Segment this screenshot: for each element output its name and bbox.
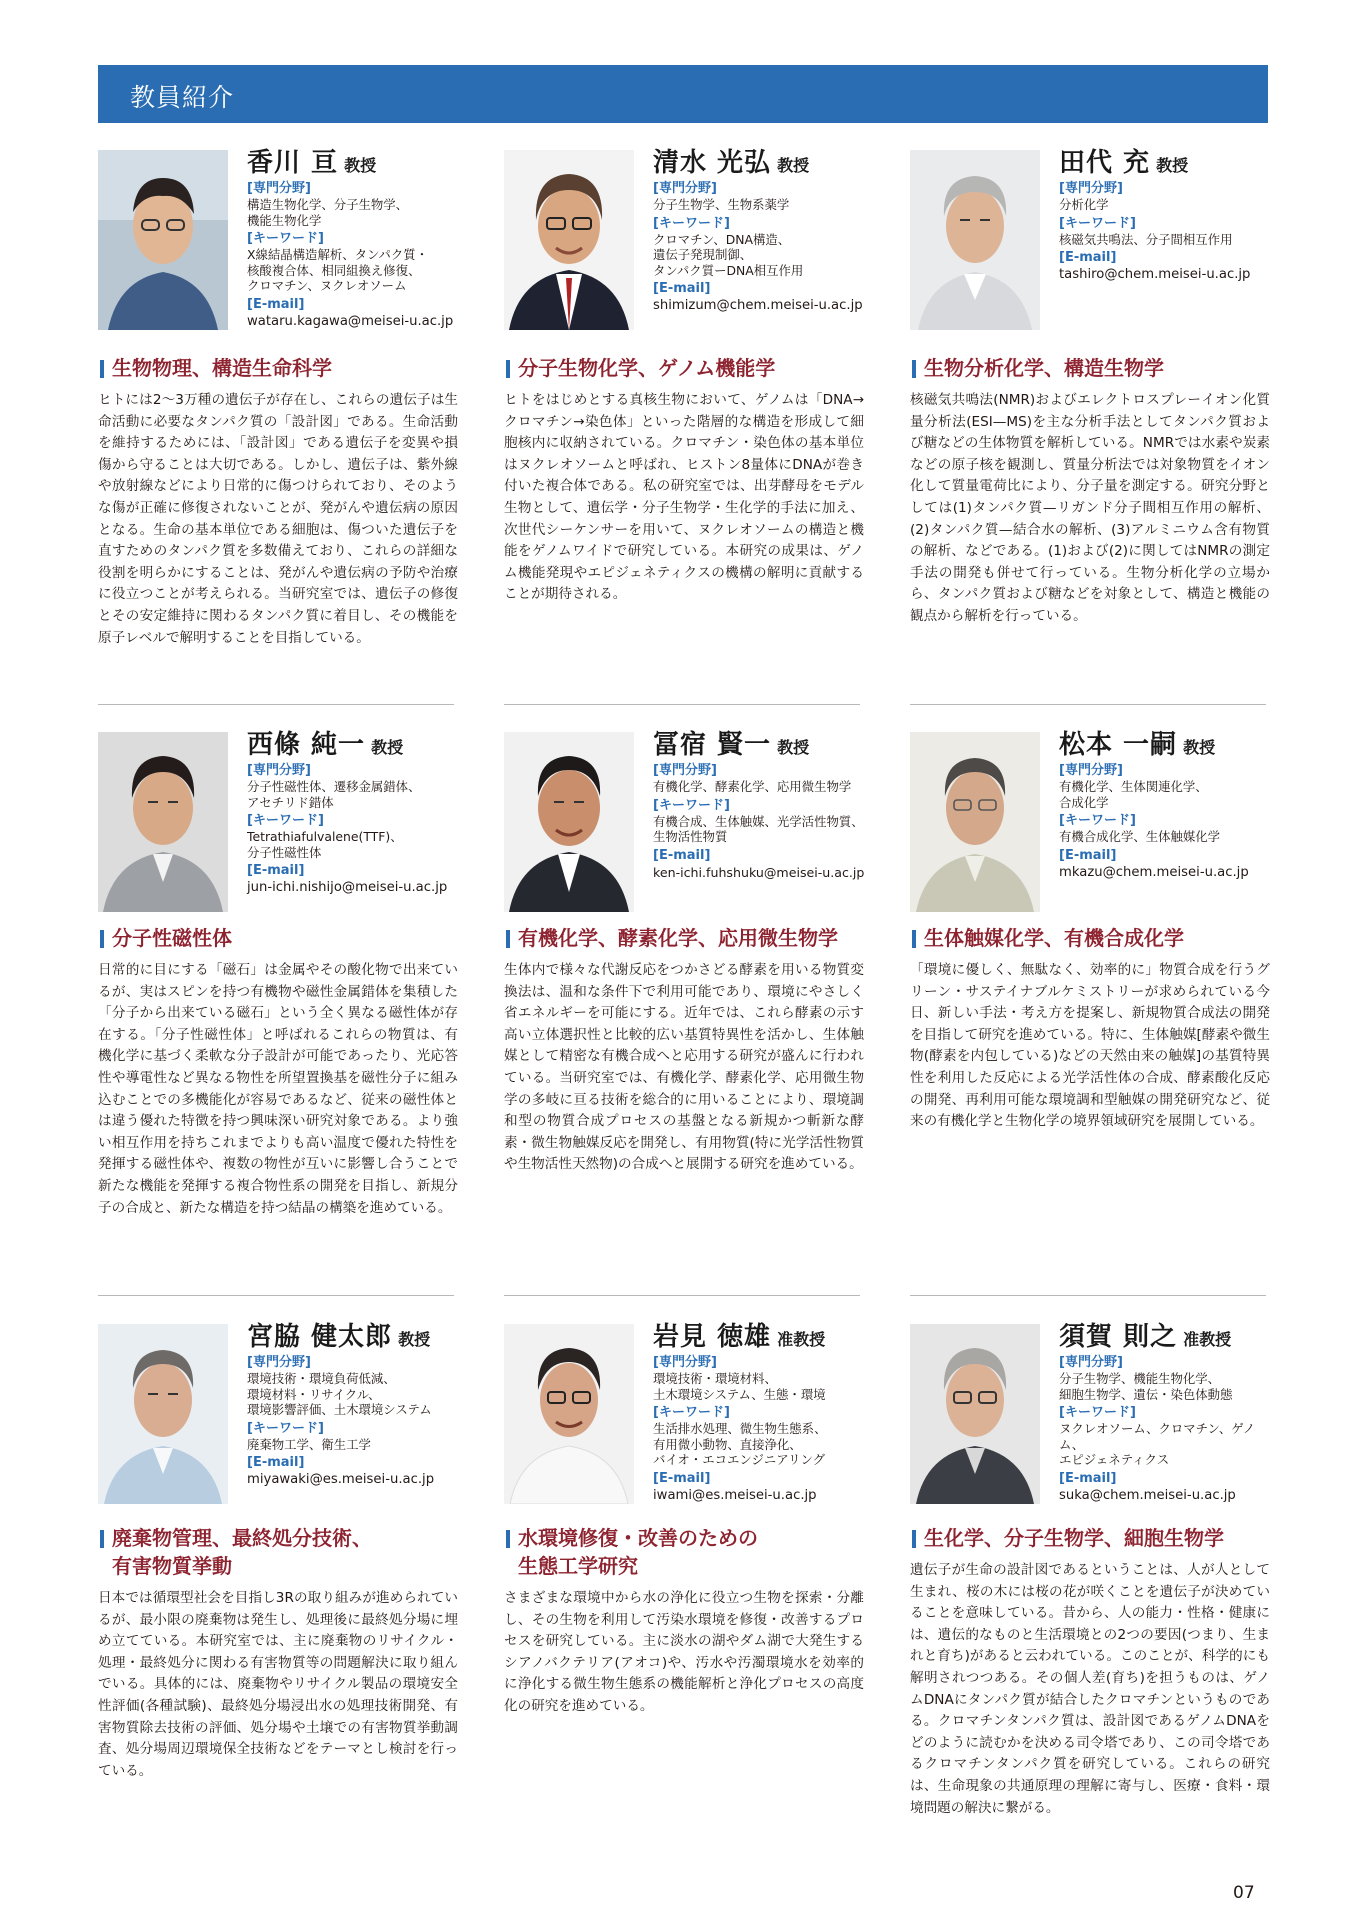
faculty-title: 教授 — [777, 156, 810, 175]
faculty-info — [247, 148, 462, 330]
email-address[interactable]: miyawaki@es.meisei-u.ac.jp — [247, 1472, 435, 1487]
faculty-info — [1059, 148, 1274, 283]
row-divider — [504, 704, 860, 705]
row-divider — [504, 1295, 860, 1296]
field-label: [専門分野] — [1059, 1355, 1123, 1370]
research-description: 日常的に目にする「磁石」は金属やその酸化物で出来ているが、実はスピンを持つ有機物や磁性金属錯体を集積した「分子から出来ている磁石」という全く異なる磁性体が存在する。「分子性磁性体」と呼ばれるこれらの物質は、有機化学に基づく柔軟な分子設計が可能であったり、光応答性や導電性など異なる物性を所望置換基を磁性分子に組み込むことでの多機能化が容易であるなど、従来の磁性体とは違う優れた特徴を持つ興味深い研究対象である。より強い相互作用を持ちこれまでよりも高い温度で優れた特性を発揮する磁性体や、複数の物性が互いに影響し合うことで新たな機能を発揮する複合物性系の開発を目指し、新規分子の合成と、新たな構造を持つ結晶の構築を進めている。 — [98, 962, 458, 1216]
faculty-info — [247, 730, 462, 896]
faculty-name: 田代 充 — [1059, 148, 1151, 178]
email-address[interactable]: mkazu@chem.meisei-u.ac.jp — [1059, 864, 1249, 880]
faculty-title: 教授 — [777, 738, 810, 757]
field-label: [専門分野] — [653, 1355, 717, 1370]
email-label: [E-mail] — [1059, 250, 1117, 265]
faculty-photo — [98, 150, 228, 330]
research-description: 日本では循環型社会を目指し3Rの取り組みが進められているが、最小限の廃棄物は発生し、処理後に最終処分場に埋め立てている。本研究室では、主に廃棄物のリサイクル・処理・最終処分に関わる有害物質等の問題解決に取り組んでいる。具体的には、廃棄物やリサイクル製品の環境安全性評価(各種試験)、最終処分場浸出水の処理技術開発、有害物質除去技術の評価、処分場や土壌での有害物質挙動調査、処分場周辺環境保全技術などをテーマとし検討を行っている。 — [98, 1590, 458, 1779]
faculty-name: 宮脇 健太郎 — [247, 1322, 393, 1352]
faculty-photo — [504, 732, 634, 912]
email-address[interactable]: jun-ichi.nishijo@meisei-u.ac.jp — [247, 880, 448, 895]
keyword-value: ヌクレオソーム、クロマチン、ゲノム、 エピジェネティクス — [1059, 1421, 1256, 1467]
keyword-value: 廃棄物工学、衛生工学 — [247, 1436, 371, 1452]
faculty-name: 香川 亘 — [247, 148, 339, 178]
field-value: 有機化学、酵素化学、応用微生物学 — [653, 779, 852, 794]
research-title: 生物分析化学、構造生物学 — [910, 354, 1290, 382]
field-value: 環境技術・環境材料、 土木環境システム、生態・環境 — [653, 1371, 826, 1402]
faculty-info — [1059, 730, 1274, 881]
faculty-info — [247, 1322, 462, 1488]
field-value: 分析化学 — [1059, 197, 1109, 212]
email-address[interactable]: wataru.kagawa@meisei-u.ac.jp — [247, 313, 454, 329]
research-description: 遺伝子が生命の設計図であるということは、人が人として生まれ、桜の木には桜の花が咲くことを遺伝子が決めていることを意味している。昔から、人の能力・性格・健康には、遺伝的なものと生活環境との2つの要因(つまり、生まれと育ち)があると云われている。このことが、科学的にも解明されつつある。その個人差(育ち)を担うものは、ゲノムDNAにタンパク質が結合したクロマチンというものである。クロマチンタンパク質は、設計図であるゲノムDNAをどのように読むかを決める司令塔であり、この司令塔であるクロマチンタンパク質を研究している。これらの研究は、生命現象の共通原理の理解に寄与し、医療・食料・環境問題の解決に繋がる。 — [910, 1562, 1270, 1816]
research-title: 有機化学、酵素化学、応用微生物学 — [504, 924, 884, 952]
faculty-title: 准教授 — [1183, 1330, 1232, 1349]
email-label: [E-mail] — [247, 1455, 305, 1470]
research-description: ヒトには2〜3万種の遺伝子が存在し、これらの遺伝子は生命活動に必要なタンパク質の「設計図」である。生命活動を維持するためには、「設計図」である遺伝子を変異や損傷から守ることは大切である。しかし、遺伝子は、紫外線や放射線などにより日常的に傷つけられており、そのような傷が正確に修復されないことが、発がんや遺伝病の原因となる。生命の基本単位である細胞は、傷ついた遺伝子を直すためのタンパク質を多数備えており、これらの詳細な役割を明らかにすることは、発がんや遺伝病の予防や治療に役立つことが考えられる。当研究室では、遺伝子の修復とその安定維持に関わるタンパク質に着目し、その機能を原子レベルで解明することを目指している。 — [98, 392, 458, 646]
section-header — [98, 65, 1268, 123]
faculty-photo — [504, 1324, 634, 1504]
faculty-name: 清水 光弘 — [653, 148, 772, 178]
faculty-photo — [910, 1324, 1040, 1504]
keyword-value: クロマチン、DNA構造、 遺伝子発現制御、 タンパク質ーDNA相互作用 — [653, 231, 804, 278]
faculty-info — [653, 1322, 868, 1504]
section-title: 教員紹介 — [130, 83, 235, 112]
keyword-value: X線結晶構造解析、タンパク質・ 核酸複合体、相同組換え修復、 クロマチン、ヌクレオソーム — [247, 247, 429, 293]
field-value: 環境技術・環境負荷低減、 環境材料・リサイクル、 環境影響評価、土木環境システム — [247, 1371, 432, 1417]
keyword-label: [キーワード] — [653, 797, 730, 813]
field-label: [専門分野] — [247, 1355, 311, 1370]
keyword-label: [キーワード] — [653, 215, 730, 231]
faculty-info — [1059, 1322, 1274, 1504]
page-number: 07 — [1233, 1883, 1255, 1903]
keyword-label: [キーワード] — [247, 231, 324, 246]
faculty-title: 教授 — [1183, 738, 1216, 757]
email-address[interactable]: ken-ichi.fuhshuku@meisei-u.ac.jp — [653, 864, 865, 880]
email-label: [E-mail] — [1059, 847, 1117, 863]
keyword-value: 有機合成、生体触媒、光学活性物質、 生物活性物質 — [653, 813, 864, 844]
email-address[interactable]: tashiro@chem.meisei-u.ac.jp — [1059, 267, 1251, 282]
field-value: 分子性磁性体、遷移金属錯体、 アセチリド錯体 — [247, 779, 421, 810]
keyword-value: 生活排水処理、微生物生態系、 有用微小動物、直接浄化、 バイオ・エコエンジニアリング — [653, 1421, 827, 1467]
field-label: [専門分野] — [1059, 181, 1123, 196]
faculty-name: 冨宿 賢一 — [653, 730, 772, 760]
faculty-title: 教授 — [371, 738, 404, 757]
faculty-title: 教授 — [344, 156, 377, 175]
faculty-info — [653, 148, 868, 314]
field-label: [専門分野] — [247, 181, 311, 196]
faculty-photo — [910, 732, 1040, 912]
faculty-name: 須賀 則之 — [1059, 1322, 1178, 1352]
research-title: 分子性磁性体 — [98, 924, 478, 952]
row-divider — [910, 1295, 1266, 1296]
keyword-value: 核磁気共鳴法、分子間相互作用 — [1059, 231, 1233, 247]
row-divider — [98, 1295, 454, 1296]
field-value: 有機化学、生体関連化学、 合成化学 — [1059, 779, 1208, 810]
keyword-label: [キーワード] — [247, 1420, 324, 1436]
research-title: 分子生物化学、ゲノム機能学 — [504, 354, 884, 382]
email-label: [E-mail] — [247, 296, 305, 312]
row-divider — [98, 704, 454, 705]
research-description: ヒトをはじめとする真核生物において、ゲノムは「DNA→クロマチン→染色体」といった階層的な構造を形成して細胞核内に収納されている。クロマチン・染色体の基本単位はヌクレオソームと呼ばれ、ヒストン8量体にDNAが巻き付いた複合体である。私の研究室では、出芽酵母をモデル生物として、遺伝学・分子生物学・生化学的手法に加え、次世代シーケンサーを用いて、ヌクレオソームの構造と機能をゲノムワイドで研究している。本研究の成果は、ゲノム機能発現やエピジェネティクスの機構の解明に貢献することが期待される。 — [504, 392, 864, 603]
email-address[interactable]: iwami@es.meisei-u.ac.jp — [653, 1487, 817, 1503]
email-address[interactable]: suka@chem.meisei-u.ac.jp — [1059, 1487, 1236, 1503]
research-title: 廃棄物管理、最終処分技術、 有害物質挙動 — [98, 1524, 478, 1580]
faculty-photo — [98, 732, 228, 912]
faculty-title: 准教授 — [777, 1330, 826, 1349]
email-label: [E-mail] — [653, 1470, 711, 1486]
keyword-label: [キーワード] — [1059, 813, 1136, 828]
email-address[interactable]: shimizum@chem.meisei-u.ac.jp — [653, 298, 863, 313]
research-title: 生化学、分子生物学、細胞生物学 — [910, 1524, 1290, 1552]
row-divider — [910, 704, 1266, 705]
field-label: [専門分野] — [247, 763, 311, 778]
faculty-name: 西條 純一 — [247, 730, 366, 760]
faculty-name: 松本 一嗣 — [1059, 730, 1178, 760]
research-title: 生物物理、構造生命科学 — [98, 354, 478, 382]
faculty-title: 教授 — [398, 1330, 431, 1349]
email-label: [E-mail] — [653, 847, 711, 863]
research-title: 水環境修復・改善のための 生態工学研究 — [504, 1524, 884, 1580]
faculty-info — [653, 730, 868, 881]
research-description: さまざまな環境中から水の浄化に役立つ生物を探索・分離し、その生物を利用して汚染水環境を修復・改善するプロセスを研究している。主に淡水の湖やダム湖で大発生するシアノバクテリア(アオコ)や、汚水や汚濁環境水を効率的に浄化する微生物生態系の機能解析と浄化プロセスの高度化の研究を進めている。 — [504, 1590, 864, 1714]
field-value: 分子生物学、機能生物化学、 細胞生物学、遺伝・染色体動態 — [1059, 1371, 1233, 1402]
keyword-label: [キーワード] — [653, 1405, 730, 1420]
research-description: 核磁気共鳴法(NMR)およびエレクトロスプレーイオン化質量分析法(ESI—MS)を主な分析手法としてタンパク質および糖などの生体物質を解析している。NMRでは水素や炭素などの原子核を観測し、質量分析法では対象物質をイオン化して質量電荷比により、分子量を測定する。研究分野としては(1)タンパク質—リガンド分子間相互作用の解析、(2)タンパク質—結合水の解析、(3)アルミニウム含有物質の解析、などである。(1)および(2)に関してはNMRの測定手法の開発も併せて行っている。生物分析化学の立場から、タンパク質および糖などを対象として、構造と機能の観点から解析を行っている。 — [910, 392, 1270, 624]
faculty-photo — [910, 150, 1040, 330]
faculty-photo — [504, 150, 634, 330]
faculty-photo — [98, 1324, 228, 1504]
field-label: [専門分野] — [1059, 763, 1123, 778]
field-value: 分子生物学、生物系薬学 — [653, 197, 790, 212]
faculty-title: 教授 — [1156, 156, 1189, 175]
email-label: [E-mail] — [1059, 1470, 1117, 1486]
research-title: 生体触媒化学、有機合成化学 — [910, 924, 1290, 952]
keyword-label: [キーワード] — [247, 813, 324, 828]
research-description: 生体内で様々な代謝反応をつかさどる酵素を用いる物質変換法は、温和な条件下で利用可能であり、環境にやさしく省エネルギーを可能にする。近年では、これら酵素の示す高い立体選択性と比較的広い基質特異性を活かし、生体触媒として精密な有機合成へと応用する研究が盛んに行われている。当研究室では、有機化学、酵素化学、応用微生物学の多岐に亘る技術を総合的に用いることにより、環境調和型の物質合成プロセスの基盤となる新規かつ斬新な酵素・微生物触媒反応を開発し、有用物質(特に光学活性物質や生物活性天然物)の合成へと展開する研究を進めている。 — [504, 962, 864, 1173]
field-label: [専門分野] — [653, 763, 717, 778]
keyword-value: Tetrathiafulvalene(TTF)、 分子性磁性体 — [247, 829, 403, 860]
email-label: [E-mail] — [653, 281, 711, 296]
field-label: [専門分野] — [653, 181, 717, 196]
keyword-label: [キーワード] — [1059, 1405, 1136, 1420]
keyword-label: [キーワード] — [1059, 215, 1136, 231]
email-label: [E-mail] — [247, 863, 305, 878]
field-value: 構造生物化学、分子生物学、 機能生物化学 — [247, 197, 409, 228]
faculty-name: 岩見 徳雄 — [653, 1322, 772, 1352]
keyword-value: 有機合成化学、生体触媒化学 — [1059, 829, 1221, 844]
research-description: 「環境に優しく、無駄なく、効率的に」物質合成を行うグリーン・サステイナブルケミストリーが求められている今日、新しい手法・考え方を提案し、新規物質合成法の開発を目指して研究を進めている。特に、生体触媒[酵素や微生物(酵素を内包している)などの天然由来の触媒]の基質特異性を利用した反応による光学活性体の合成、酵素酸化反応の開発、再利用可能な環境調和型触媒の開発研究など、従来の有機化学と生物化学の境界領域研究を展開している。 — [910, 962, 1270, 1130]
